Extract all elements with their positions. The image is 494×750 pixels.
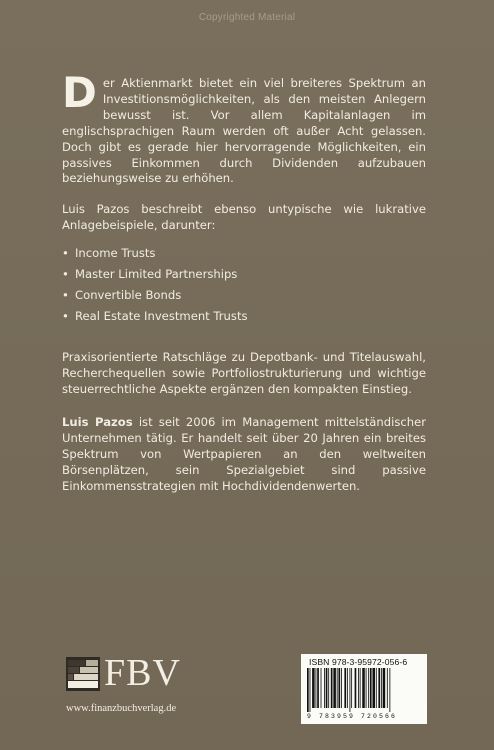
copyright-watermark: Copyrighted Material <box>198 12 296 23</box>
barcode-bar <box>341 668 342 708</box>
list-item: • Convertible Bonds <box>62 285 426 306</box>
barcode-bar <box>366 668 367 708</box>
barcode-bar <box>360 668 361 708</box>
barcode-bar <box>337 668 338 708</box>
barcode-bar <box>328 668 329 708</box>
list-item: • Real Estate Investment Trusts <box>62 306 426 327</box>
barcode-bar <box>338 668 340 708</box>
author-bio-paragraph <box>62 415 426 495</box>
barcode-bar <box>387 668 388 708</box>
bullet-icon: • <box>62 267 69 282</box>
intro-text: er Aktienmarkt bietet ein viel breiteres Spektrum an Investitionsmöglichkeiten, als den meisten Anlegern bewusst ist. Vor allem Kapitalanlagen im englischsprachigen Raum werden oft außer Acht gelassen. Doch gibt es gerade hier hervorragende Möglichkeiten, ein passives Einkommen durch Dividenden aufzubauen beziehungsweise zu erhöhen. <box>62 76 426 186</box>
author-bio-text: ist seit 2006 im Management mittelständischer Unternehmen tätig. Er handelt seit über 20 Jahren ein breites Spektrum von Wertpapieren an den weltweiten Börsenplätzen, sein Spezialgebiet sind passive Einkommensstrategien mit Hochdividendenwerten. <box>62 414 426 493</box>
barcode-bar <box>310 668 311 712</box>
barcode-bar <box>321 668 322 708</box>
barcode-bar <box>362 668 365 708</box>
drop-cap: D <box>62 68 97 117</box>
isbn-barcode-box <box>301 654 427 724</box>
publisher-logo-text: FBV <box>104 652 181 694</box>
barcode-bar <box>355 668 357 708</box>
barcode-bar <box>326 668 328 708</box>
barcode-bar <box>333 668 336 708</box>
isbn-label: ISBN 978-3-95972-056-6 <box>309 657 408 667</box>
bullet-icon: • <box>62 246 69 261</box>
barcode-bar <box>317 668 319 708</box>
list-item: • Income Trusts <box>62 243 426 264</box>
intro-paragraph <box>62 68 426 187</box>
barcode-bar <box>324 668 325 708</box>
bullet-icon: • <box>62 288 69 303</box>
bullet-icon: • <box>62 309 69 324</box>
examples-list <box>62 243 426 327</box>
barcode-icon <box>307 668 421 712</box>
barcode-digits: 9 783959 720566 <box>307 713 398 720</box>
list-item: • Master Limited Partnerships <box>62 264 426 285</box>
barcode-bar <box>307 668 309 712</box>
stairs-icon <box>66 657 100 691</box>
barcode-bar <box>383 668 386 708</box>
barcode-bar <box>378 668 380 708</box>
barcode-bar <box>351 668 352 708</box>
barcode-bar <box>312 668 315 708</box>
barcode-bar <box>368 668 369 708</box>
barcode-bar <box>389 668 390 712</box>
barcode-bar <box>350 668 351 712</box>
barcode-bar <box>358 668 359 708</box>
barcode-bar <box>316 668 317 708</box>
advice-paragraph: Praxisorientierte Ratschläge zu Depotbank- und Titelauswahl, Recherchequellen sowie Portfoliostrukturierung und wichtige steuerrechtliche Aspekte ergänzen den kompakten Einstieg. <box>62 350 426 396</box>
barcode-bar <box>372 668 375 708</box>
barcode-bar <box>381 668 382 708</box>
barcode-bar <box>331 668 333 708</box>
examples-intro-paragraph: Luis Pazos beschreibt ebenso untypische wie lukrative Anlagebeispiele, darunter: <box>62 202 426 233</box>
blurb-text <box>62 68 426 509</box>
publisher-logo <box>66 652 206 715</box>
barcode-bar <box>344 668 346 708</box>
publisher-url: www.finanzbuchverlag.de <box>66 703 177 714</box>
barcode-bar <box>376 668 377 708</box>
barcode-bar <box>370 668 372 708</box>
barcode-bar <box>347 668 348 708</box>
author-name: Luis Pazos <box>62 414 133 429</box>
